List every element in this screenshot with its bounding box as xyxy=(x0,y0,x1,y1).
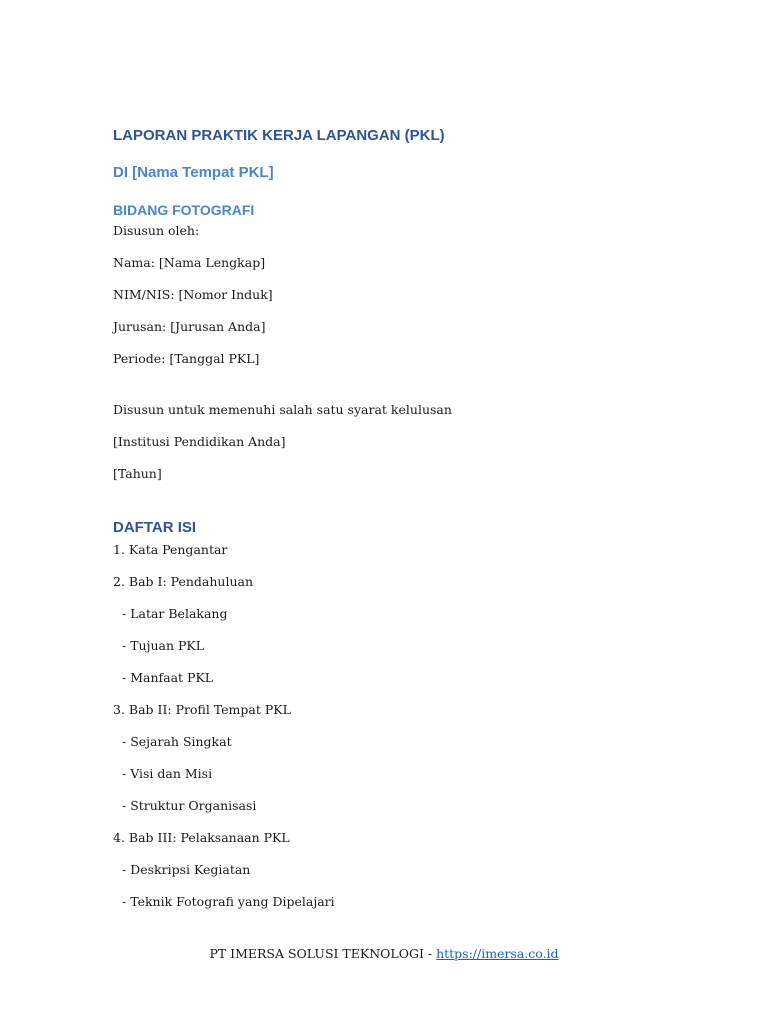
field-heading: BIDANG FOTOGRAFI xyxy=(113,202,255,218)
cover-line: NIM/NIS: [Nomor Induk] xyxy=(113,287,273,302)
footer-company: PT IMERSA SOLUSI TEKNOLOGI - xyxy=(209,946,437,961)
toc-item: 2. Bab I: Pendahuluan xyxy=(113,574,254,589)
cover-line: Nama: [Nama Lengkap] xyxy=(113,255,266,270)
toc-subitem: - Deskripsi Kegiatan xyxy=(122,862,251,877)
toc-heading: DAFTAR ISI xyxy=(113,519,197,536)
toc-item: 3. Bab II: Profil Tempat PKL xyxy=(113,702,291,717)
toc-item: 1. Kata Pengantar xyxy=(113,542,228,557)
page-footer xyxy=(0,946,768,962)
toc-subitem: - Sejarah Singkat xyxy=(122,734,232,749)
cover-line: Periode: [Tanggal PKL] xyxy=(113,351,260,366)
cover-line: Disusun oleh: xyxy=(113,223,200,238)
document-title: LAPORAN PRAKTIK KERJA LAPANGAN (PKL) xyxy=(113,127,445,144)
purpose-line: [Institusi Pendidikan Anda] xyxy=(113,434,286,449)
toc-subitem: - Teknik Fotografi yang Dipelajari xyxy=(122,894,335,909)
purpose-line: [Tahun] xyxy=(113,466,162,481)
toc-subitem: - Visi dan Misi xyxy=(122,766,213,781)
cover-line: Jurusan: [Jurusan Anda] xyxy=(113,319,266,334)
toc-subitem: - Manfaat PKL xyxy=(122,670,214,685)
footer-link[interactable]: https://imersa.co.id xyxy=(436,946,559,961)
toc-subitem: - Latar Belakang xyxy=(122,606,228,621)
document-subtitle: DI [Nama Tempat PKL] xyxy=(113,164,274,181)
toc-item: 4. Bab III: Pelaksanaan PKL xyxy=(113,830,290,845)
toc-subitem: - Tujuan PKL xyxy=(122,638,205,653)
purpose-line: Disusun untuk memenuhi salah satu syarat kelulusan xyxy=(113,402,452,417)
toc-subitem: - Struktur Organisasi xyxy=(122,798,257,813)
